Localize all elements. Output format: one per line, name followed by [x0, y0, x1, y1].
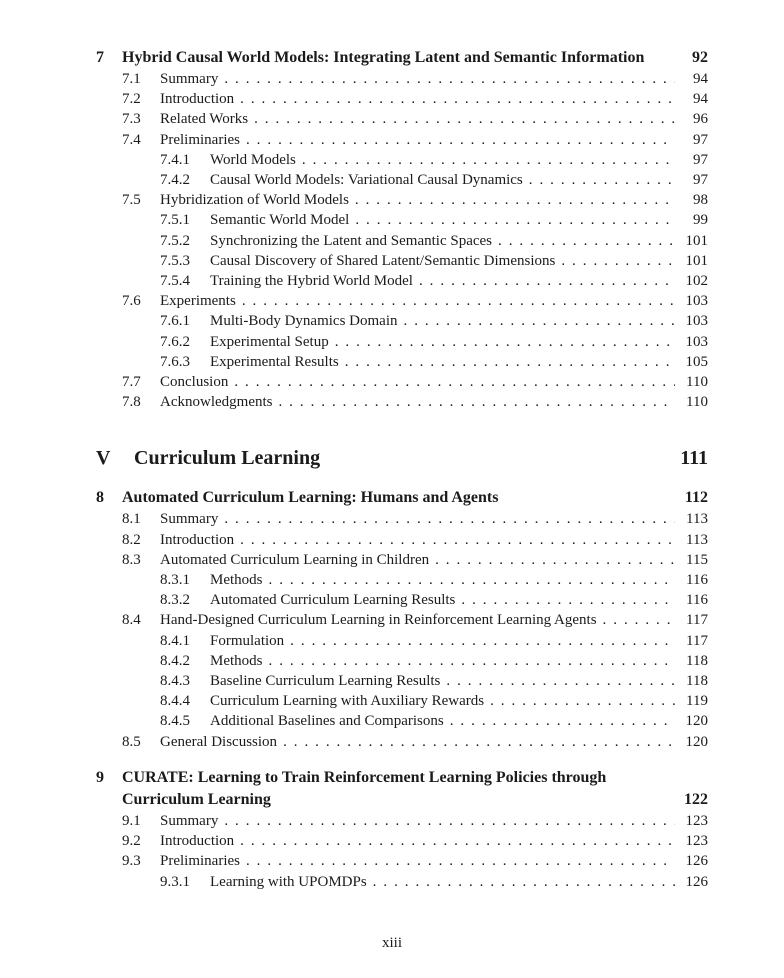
- chapter-heading-text: [96, 487, 680, 509]
- entry-page-number: 113: [686, 511, 708, 528]
- entry-number: 7.5.2: [160, 232, 190, 249]
- entry-number: 7.3: [122, 111, 141, 128]
- toc-entry: [96, 631, 708, 651]
- toc-entry: [96, 130, 708, 150]
- entry-title: Curriculum Learning with Auxiliary Rewards: [210, 693, 485, 710]
- entry-number: 8.4: [122, 612, 141, 629]
- entry-title: Summary: [160, 71, 219, 87]
- entry-page-number: 115: [686, 551, 708, 568]
- dot-leader: [240, 831, 675, 851]
- toc-entry: [96, 651, 708, 671]
- entry-page-number: 97: [693, 172, 708, 189]
- toc-entry: [96, 89, 708, 109]
- entry-page-number: 98: [693, 192, 708, 209]
- toc-entry: [96, 311, 708, 331]
- entry-title: World Models: [210, 151, 296, 168]
- toc-entry: [96, 570, 708, 590]
- entry-page-number: 117: [686, 612, 708, 629]
- entry-number: 7.6.2: [160, 333, 190, 350]
- toc-entry: [96, 231, 708, 251]
- toc-entry: [96, 610, 708, 630]
- page-number-footer: xiii: [381, 935, 402, 951]
- toc-entry: [96, 671, 708, 691]
- entry-title: Automated Curriculum Learning in Children: [160, 551, 430, 568]
- dot-leader: [254, 109, 675, 129]
- chapter-heading-text: [96, 767, 680, 811]
- dot-leader: [224, 509, 675, 529]
- entry-number: 8.4.4: [160, 693, 190, 710]
- entry-number: 7.2: [122, 91, 141, 108]
- entry-number: 9.2: [122, 833, 141, 850]
- entry-page-number: 97: [693, 151, 708, 168]
- toc-entry: [96, 509, 708, 529]
- entry-number: 7.4: [122, 131, 141, 148]
- entry-page-number: 126: [685, 873, 708, 890]
- dot-leader: [224, 69, 675, 89]
- entry-number: 7.1: [122, 71, 141, 87]
- entry-number: 7.5.3: [160, 252, 190, 269]
- entry-number: 7.8: [122, 394, 141, 411]
- dot-leader: [419, 271, 675, 291]
- entry-number: 8.3.2: [160, 592, 190, 609]
- dot-leader: [345, 352, 675, 372]
- entry-number: 7.4.2: [160, 172, 190, 189]
- dot-leader: [603, 610, 675, 630]
- entry-title: Summary: [160, 812, 219, 829]
- entry-page-number: 118: [686, 673, 708, 690]
- toc-entry: [96, 691, 708, 711]
- entry-title: Introduction: [160, 91, 235, 108]
- entry-title: Synchronizing the Latent and Semantic Spaces: [210, 232, 493, 249]
- toc-entry: [96, 372, 708, 392]
- entry-title: Baseline Curriculum Learning Results: [210, 673, 441, 690]
- toc-entry: [96, 590, 708, 610]
- entry-title: General Discussion: [160, 733, 278, 750]
- dot-leader: [302, 150, 675, 170]
- dot-leader: [224, 811, 675, 831]
- entry-number: 8.3.1: [160, 572, 190, 589]
- entry-page-number: 113: [686, 531, 708, 548]
- entry-title: Semantic World Model: [210, 212, 350, 229]
- entry-number: 7.4.1: [160, 151, 190, 168]
- toc-entry: [96, 109, 708, 129]
- toc-entry: [96, 210, 708, 230]
- entry-title: Additional Baselines and Comparisons: [210, 713, 444, 730]
- chapter-heading: [96, 487, 708, 509]
- entry-number: 7.5: [122, 192, 141, 209]
- entry-number: 9.1: [122, 812, 141, 829]
- dot-leader: [269, 570, 676, 590]
- part-page-number: 111: [680, 447, 708, 470]
- entry-title: Introduction: [160, 833, 235, 850]
- entry-page-number: 97: [693, 131, 708, 148]
- entry-page-number: 123: [685, 812, 708, 829]
- entry-number: 9.3: [122, 853, 141, 870]
- entry-page-number: 120: [685, 713, 708, 730]
- dot-leader: [561, 251, 675, 271]
- chapter-title: Hybrid Causal World Models: Integrating Latent and Semantic Information: [122, 49, 645, 66]
- entry-page-number: 103: [685, 293, 708, 310]
- toc-entry: [96, 352, 708, 372]
- entry-title: Acknowledgments: [160, 394, 273, 411]
- entry-title: Conclusion: [160, 374, 229, 391]
- toc-entry: [96, 831, 708, 851]
- entry-title: Preliminaries: [160, 853, 240, 870]
- chapter-heading-text: [96, 47, 680, 69]
- entry-page-number: 118: [686, 652, 708, 669]
- entry-page-number: 123: [685, 833, 708, 850]
- chapter-title: Automated Curriculum Learning: Humans and Agents: [122, 489, 499, 507]
- entry-title: Methods: [210, 572, 263, 589]
- entry-page-number: 110: [686, 394, 708, 411]
- entry-number: 8.4.1: [160, 632, 190, 649]
- entry-title: Hybridization of World Models: [160, 192, 349, 209]
- dot-leader: [355, 210, 675, 230]
- entry-title: Experimental Results: [210, 353, 339, 370]
- part-heading: [96, 444, 708, 472]
- toc-entry: [96, 150, 708, 170]
- entry-page-number: 116: [686, 572, 708, 589]
- entry-page-number: 116: [686, 592, 708, 609]
- entry-page-number: 126: [685, 853, 708, 870]
- table-of-contents: [96, 32, 708, 892]
- dot-leader: [240, 530, 675, 550]
- dot-leader: [290, 631, 675, 651]
- toc-entry: [96, 291, 708, 311]
- entry-number: 9.3.1: [160, 873, 190, 890]
- entry-page-number: 120: [685, 733, 708, 750]
- entry-page-number: 110: [686, 374, 708, 391]
- toc-entry: [96, 69, 708, 89]
- entry-title: Methods: [210, 652, 263, 669]
- chapter-number: 7: [96, 49, 104, 66]
- dot-leader: [234, 372, 675, 392]
- entry-page-number: 101: [685, 232, 708, 249]
- entry-number: 7.5.4: [160, 273, 190, 290]
- entry-page-number: 94: [693, 71, 708, 87]
- entry-title: Summary: [160, 511, 219, 528]
- entry-number: 8.4.3: [160, 673, 190, 690]
- entry-number: 7.6: [122, 293, 141, 310]
- dot-leader: [461, 590, 675, 610]
- toc-entry: [96, 530, 708, 550]
- entry-number: 8.4.5: [160, 713, 190, 730]
- dot-leader: [283, 732, 675, 752]
- dot-leader: [355, 190, 675, 210]
- chapter-number: 8: [96, 489, 104, 507]
- entry-number: 8.3: [122, 551, 141, 568]
- entry-page-number: 99: [693, 212, 708, 229]
- entry-page-number: 119: [686, 693, 708, 710]
- entry-number: 8.5: [122, 733, 141, 750]
- toc-entry: [96, 872, 708, 892]
- toc-entry: [96, 550, 708, 570]
- dot-leader: [269, 651, 676, 671]
- toc-entry: [96, 732, 708, 752]
- dot-leader: [446, 671, 675, 691]
- entry-page-number: 94: [693, 91, 708, 108]
- entry-title: Training the Hybrid World Model: [210, 273, 413, 290]
- entry-page-number: 105: [685, 353, 708, 370]
- dot-leader: [246, 851, 675, 871]
- dot-leader: [335, 332, 675, 352]
- entry-page-number: 103: [685, 313, 708, 330]
- chapter-page-number: 122: [684, 790, 708, 808]
- dot-leader: [240, 89, 675, 109]
- dot-leader: [529, 170, 675, 190]
- entry-number: 8.4.2: [160, 652, 190, 669]
- entry-page-number: 96: [693, 111, 708, 128]
- dot-leader: [435, 550, 675, 570]
- entry-page-number: 117: [686, 632, 708, 649]
- entry-title: Causal World Models: Variational Causal Dynamics: [210, 172, 523, 189]
- dot-leader: [373, 872, 675, 892]
- entry-title: Experimental Setup: [210, 333, 329, 350]
- chapter-number: 9: [96, 768, 104, 786]
- toc-entry: [96, 811, 708, 831]
- toc-entry: [96, 332, 708, 352]
- toc-entry: [96, 711, 708, 731]
- chapter-heading: [96, 47, 708, 69]
- toc-entry: [96, 392, 708, 412]
- entry-page-number: 103: [685, 333, 708, 350]
- part-title: Curriculum Learning: [134, 447, 321, 470]
- entry-title: Preliminaries: [160, 131, 240, 148]
- entry-number: 7.5.1: [160, 212, 190, 229]
- entry-number: 7.7: [122, 374, 141, 391]
- toc-entry: [96, 851, 708, 871]
- toc-entry: [96, 170, 708, 190]
- entry-title: Experiments: [160, 293, 236, 310]
- entry-number: 7.6.1: [160, 313, 190, 330]
- dot-leader: [278, 392, 675, 412]
- entry-number: 7.6.3: [160, 353, 190, 370]
- dot-leader: [242, 291, 675, 311]
- part-number: V: [96, 447, 111, 470]
- entry-title: Learning with UPOMDPs: [210, 873, 367, 890]
- dot-leader: [246, 130, 675, 150]
- entry-title: Related Works: [160, 111, 249, 128]
- dot-leader: [450, 711, 675, 731]
- chapter-title: CURATE: Learning to Train Reinforcement Learning Policies through Curriculum Learning: [122, 768, 607, 808]
- entry-number: 8.2: [122, 531, 141, 548]
- dot-leader: [498, 231, 675, 251]
- entry-title: Causal Discovery of Shared Latent/Semantic Dimensions: [210, 252, 556, 269]
- toc-entry: [96, 251, 708, 271]
- entry-title: Introduction: [160, 531, 235, 548]
- chapter-heading: [96, 767, 708, 811]
- entry-page-number: 101: [685, 252, 708, 269]
- entry-title: Hand-Designed Curriculum Learning in Reinforcement Learning Agents: [160, 612, 597, 629]
- entry-title: Formulation: [210, 632, 285, 649]
- dot-leader: [490, 691, 675, 711]
- entry-number: 8.1: [122, 511, 141, 528]
- chapter-page-number: 112: [684, 489, 708, 507]
- entry-page-number: 102: [685, 273, 708, 290]
- chapter-page-number: 92: [692, 49, 708, 66]
- entry-title: Multi-Body Dynamics Domain: [210, 313, 398, 330]
- toc-entry: [96, 190, 708, 210]
- dot-leader: [404, 311, 676, 331]
- toc-entry: [96, 271, 708, 291]
- entry-title: Automated Curriculum Learning Results: [210, 592, 456, 609]
